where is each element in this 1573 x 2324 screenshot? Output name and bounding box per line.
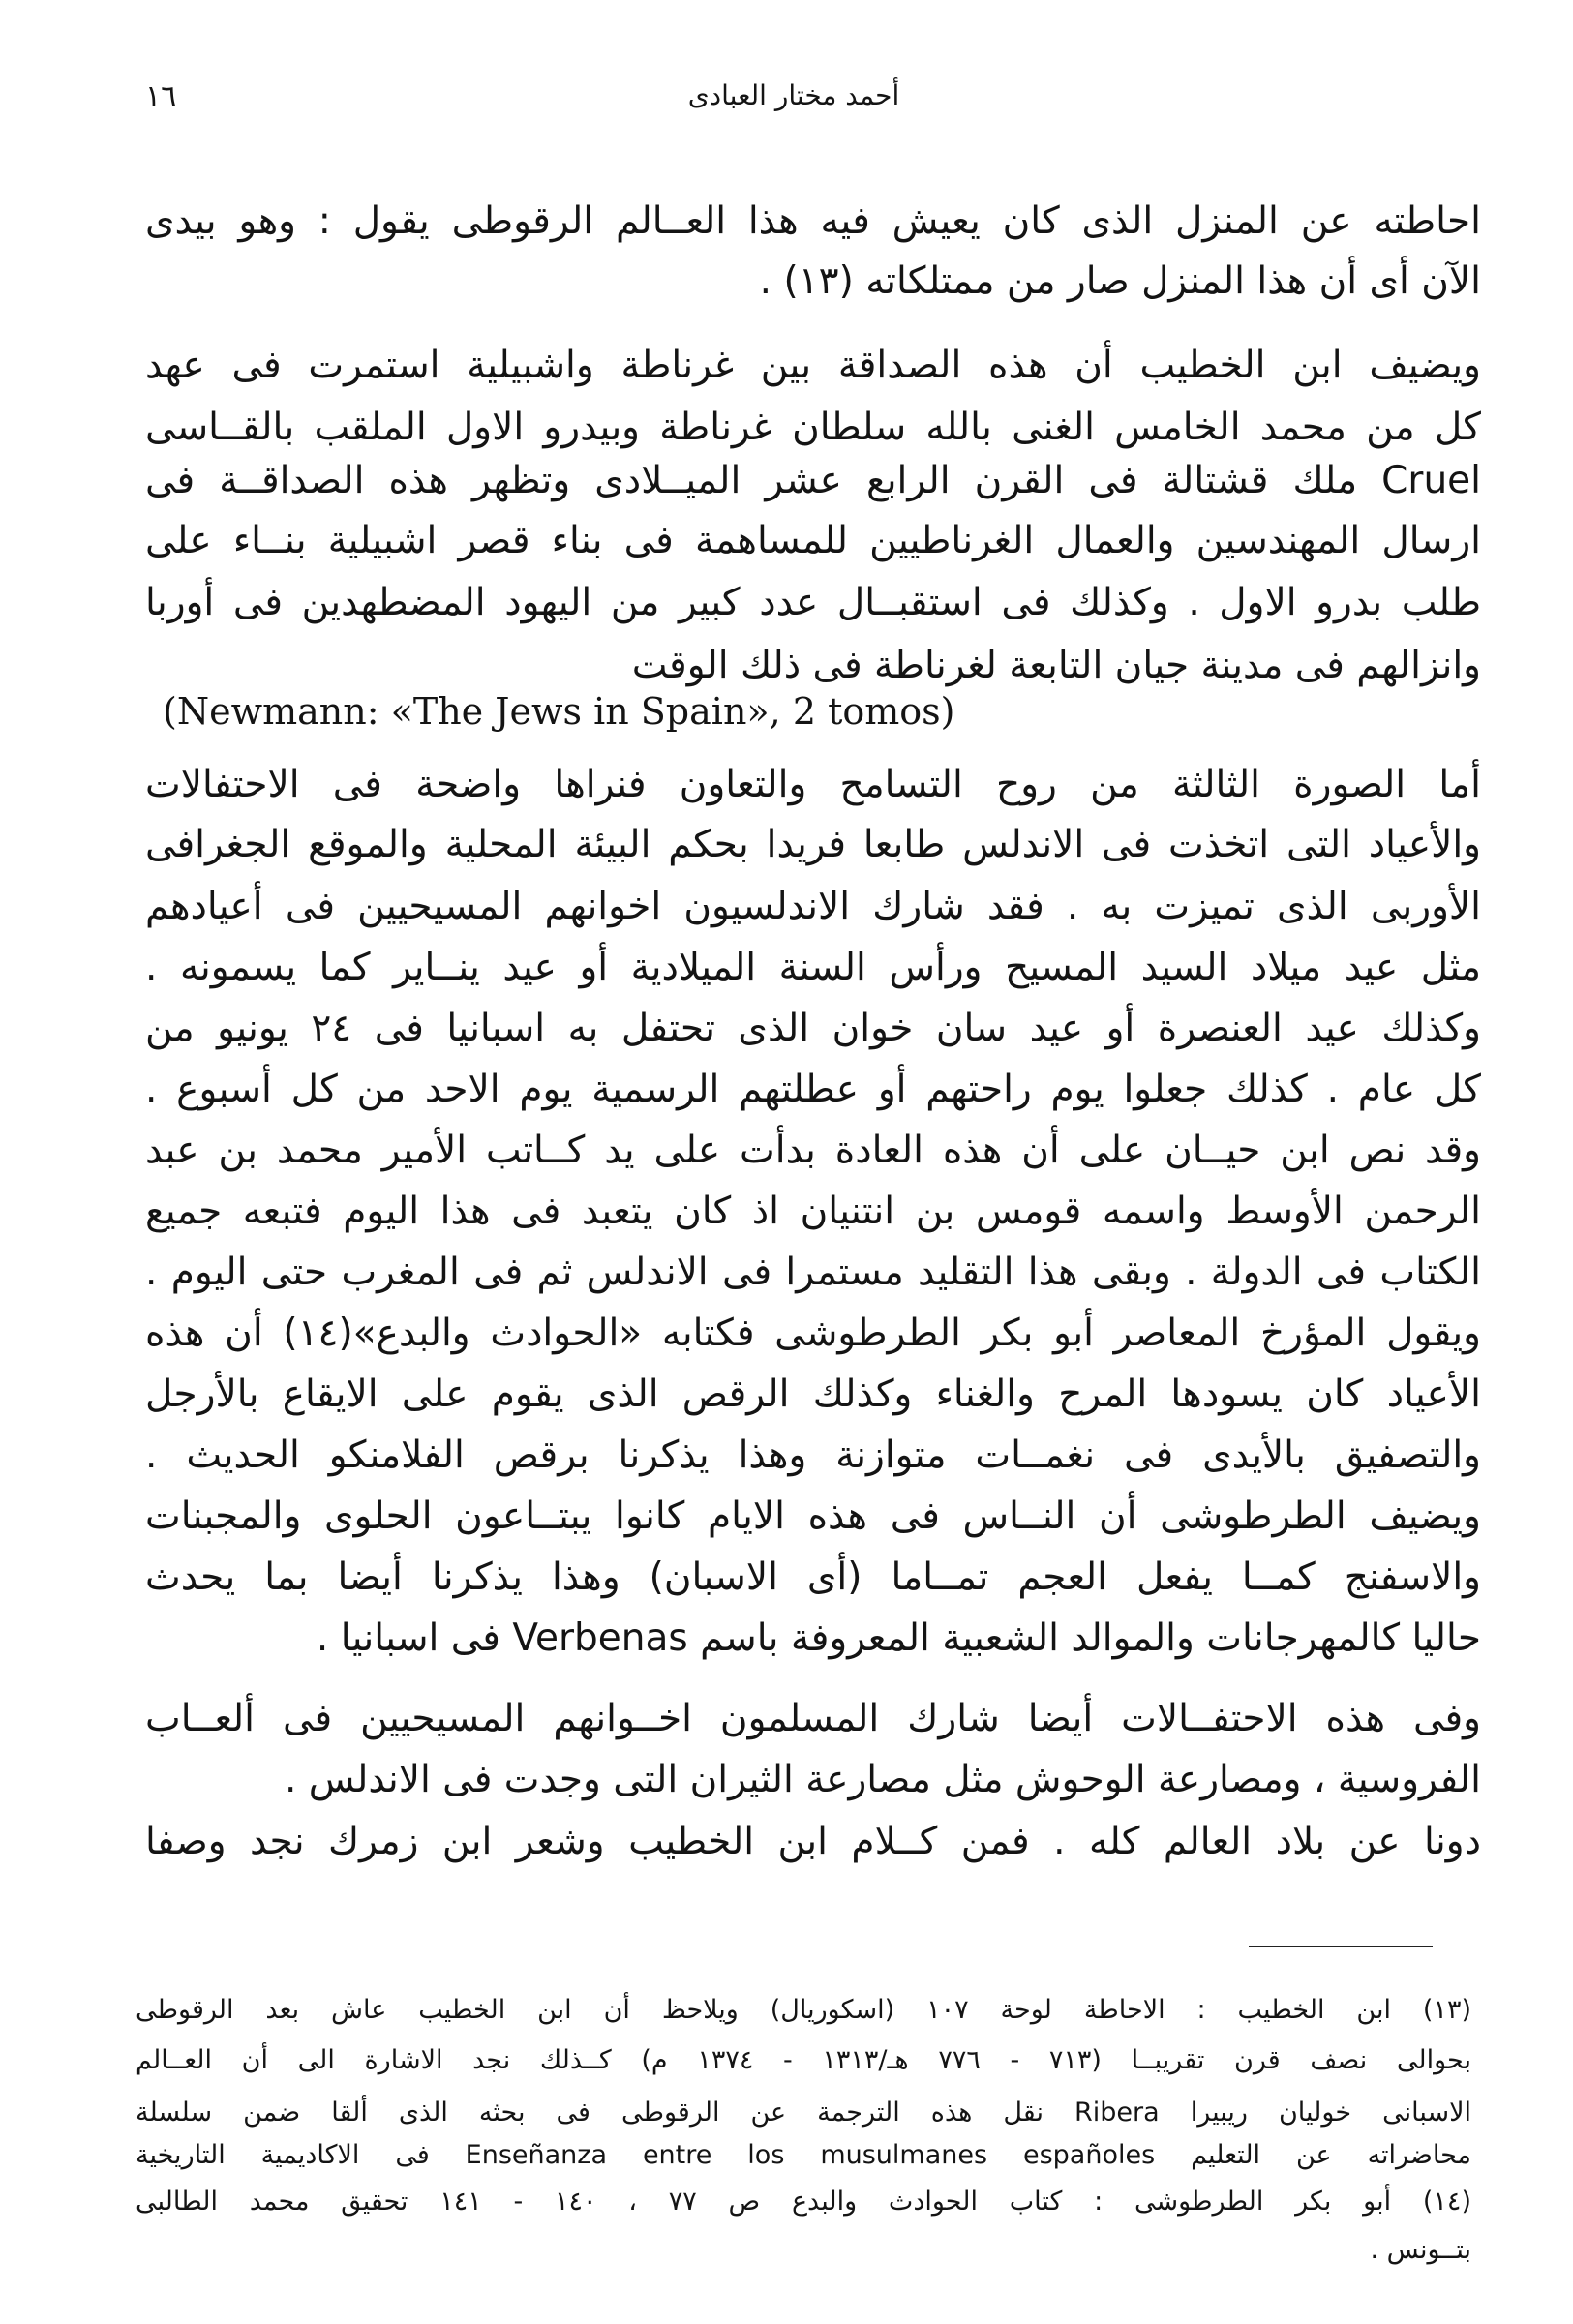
body-line: ويقول المؤرخ المعاصر أبو بكر الطرطوشى فكتابه «الحوادث والبدع»(١٤) أن هذه bbox=[145, 1312, 1481, 1355]
body-line: وكذلك عيد العنصرة أو عيد سان خوان الذى تحتفل به اسبانيا فى ٢٤ يونيو من bbox=[145, 1007, 1481, 1050]
footnote-line: (١٤) أبو بكر الطرطوشى : كتاب الحوادث والبدع ص ٧٧ ، ١٤٠ - ١٤١ تحقيق محمد الطالبى bbox=[136, 2187, 1471, 2217]
body-line: كل عام . كذلك جعلوا يوم راحتهم أو عطلتهم الرسمية يوم الاحد من كل أسبوع . bbox=[145, 1068, 1481, 1111]
body-line: دونا عن بلاد العالم كله . فمن كــلام ابن الخطيب وشعر ابن زمرك نجد وصفا bbox=[145, 1820, 1481, 1863]
body-line: مثل عيد ميلاد السيد المسيح ورأس السنة الميلادية أو عيد ينــاير كما يسمونه . bbox=[145, 946, 1481, 989]
body-line: احاطته عن المنزل الذى كان يعيش فيه هذا العــالم الرقوطى يقول : وهو بيدى bbox=[145, 199, 1481, 243]
footnote-line: بحوالى نصف قرن تقريبــا (٧١٣ - ٧٧٦ هـ/١٣١٣ - ١٣٧٤ م) كــذلك نجد الاشارة الى أن العــالم bbox=[136, 2045, 1471, 2075]
citation-line: (Newmann: «The Jews in Spain», 2 tomos) bbox=[163, 690, 955, 733]
body-line: Cruel ملك قشتالة فى القرن الرابع عشر الميــلادى وتظهر هذه الصداقــة فى bbox=[145, 459, 1481, 502]
body-line: طلب بدرو الاول . وكذلك فى استقبــال عدد كبير من اليهود المضطهدين فى أوربا bbox=[145, 581, 1481, 624]
page-number: ١٦ bbox=[145, 79, 177, 113]
footnote-divider bbox=[1249, 1946, 1433, 1947]
body-line: حاليا كالمهرجانات والموالد الشعبية المعروفة باسم Verbenas فى اسبانيا . bbox=[316, 1616, 1481, 1660]
body-line: الرحمن الأوسط واسمه قومس بن انتنيان اذ كان يتعبد فى هذا اليوم فتبعه جميع bbox=[145, 1190, 1481, 1233]
page-header bbox=[145, 79, 1442, 137]
body-line: الكتاب فى الدولة . وبقى هذا التقليد مستمرا فى الاندلس ثم فى المغرب حتى اليوم . bbox=[145, 1251, 1481, 1294]
body-line: ارسال المهندسين والعمال الغرناطيين للمساهمة فى بناء قصر اشبيلية بنــاء على bbox=[145, 519, 1481, 562]
body-line: الأوربى الذى تميزت به . فقد شارك الاندلسيون اخوانهم المسيحيين فى أعيادهم bbox=[145, 885, 1481, 928]
body-line: الفروسية ، ومصارعة الوحوش مثل مصارعة الثيران التى وجدت فى الاندلس . bbox=[284, 1758, 1481, 1801]
body-line: والأعياد التى اتخذت فى الاندلس طابعا فريدا بحكم البيئة المحلية والموقع الجغرافى bbox=[145, 823, 1481, 866]
footnote-line: الاسبانى خوليان ريبيرا Ribera نقل هذه الترجمة عن الرقوطى فى بحثه الذى ألقا ضمن سلسلة bbox=[136, 2098, 1471, 2128]
footnote-line: بتــونس . bbox=[1370, 2235, 1471, 2265]
body-line: الأعياد كان يسودها المرح والغناء وكذلك الرقص الذى يقوم على الايقاع بالأرجل bbox=[145, 1373, 1481, 1416]
footnote-line: محاضراته عن التعليم Enseñanza entre los musulmanes españoles فى الاكاديمية التاريخية bbox=[136, 2140, 1471, 2170]
running-head: أحمد مختار العبادى bbox=[687, 79, 900, 111]
body-line: والتصفيق بالأيدى فى نغمــات متوازنة وهذا يذكرنا برقص الفلامنكو الحديث . bbox=[145, 1434, 1481, 1477]
body-line: ويضيف ابن الخطيب أن هذه الصداقة بين غرناطة واشبيلية استمرت فى عهد bbox=[145, 344, 1481, 387]
body-line: وفى هذه الاحتفــالات أيضا شارك المسلمون اخــوانهم المسيحيين فى ألعــاب bbox=[145, 1697, 1481, 1740]
body-line: وقد نص ابن حيــان على أن هذه العادة بدأت على يد كــاتب الأمير محمد بن عبد bbox=[145, 1129, 1481, 1172]
body-line: وانزالهم فى مدينة جيان التابعة لغرناطة فى ذلك الوقت bbox=[631, 644, 1481, 687]
body-line: كل من محمد الخامس الغنى بالله سلطان غرناطة وبيدرو الاول الملقب بالقــاسى bbox=[145, 406, 1481, 449]
body-line: ويضيف الطرطوشى أن النــاس فى هذه الايام كانوا يبتــاعون الحلوى والمجبنات bbox=[145, 1494, 1481, 1538]
body-line: والاسفنج كمــا يفعل العجم تمــاما (أى الاسبان) وهذا يذكرنا أيضا بما يحدث bbox=[145, 1555, 1481, 1599]
body-line: أما الصورة الثالثة من روح التسامح والتعاون فنراها واضحة فى الاحتفالات bbox=[145, 763, 1481, 806]
footnote-line: (١٣) ابن الخطيب : الاحاطة لوحة ١٠٧ (اسكوريال) ويلاحظ أن ابن الخطيب عاش بعد الرقوطى bbox=[136, 1995, 1471, 2025]
body-line: الآن أى أن هذا المنزل صار من ممتلكاته (١٣) . bbox=[759, 259, 1481, 303]
